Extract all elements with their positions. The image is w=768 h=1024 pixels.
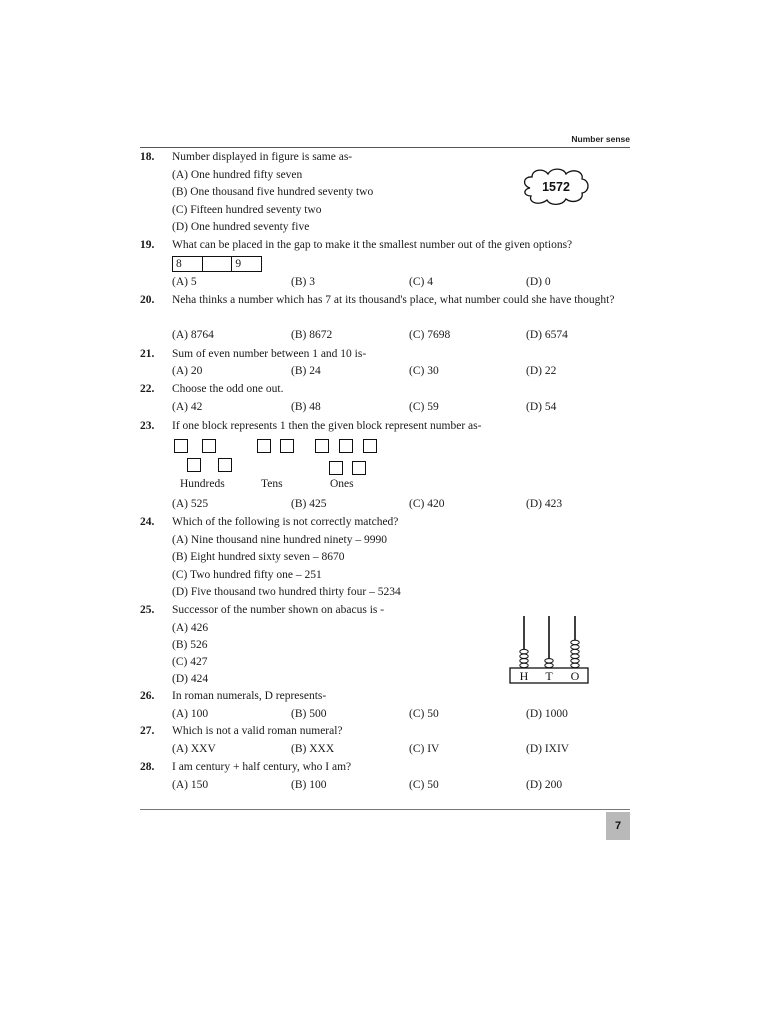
option-b: (B) 526 [172,639,208,651]
option-d: (D) 0 [526,276,551,288]
question-number: 22. [140,383,155,395]
abacus-bead [520,663,528,667]
ones-block [339,439,353,453]
question-text: What can be placed in the gap to make it the smallest number out of the given options? [172,239,573,251]
question-text: Successor of the number shown on abacus is - [172,604,385,616]
question-number: 20. [140,294,155,306]
option-a: (A) 5 [172,276,197,288]
abacus-bead [571,663,579,667]
ones-block [352,461,366,475]
page-number: 7 [606,812,630,840]
digit-box: 9 [235,258,242,270]
abacus-bead [571,649,579,653]
option-c: (C) 427 [172,656,208,668]
question-text: If one block represents 1 then the given block represent number as- [172,420,482,432]
question-text: Which is not a valid roman numeral? [172,725,343,737]
question-number: 23. [140,420,155,432]
option-b: (B) 24 [291,365,321,377]
option-c: (C) 59 [409,401,439,413]
abacus-label-h: H [519,669,529,683]
abacus-bead [545,659,553,663]
option-d: (D) 1000 [526,708,568,720]
hundreds-block [218,458,232,472]
option-d: (D) 6574 [526,329,568,341]
option-c: (C) Fifteen hundred seventy two [172,204,322,216]
ones-block [363,439,377,453]
option-b: (B) 8672 [291,329,333,341]
option-a: (A) 426 [172,622,209,634]
option-d: (D) Five thousand two hundred thirty four – 5234 [172,586,401,598]
option-d: (D) 200 [526,779,563,791]
option-d: (D) 22 [526,365,557,377]
option-d: (D) 424 [172,673,209,685]
abacus-bead [571,645,579,649]
option-b: (B) 48 [291,401,321,413]
question-number: 24. [140,516,155,528]
option-a: (A) 150 [172,779,209,791]
option-d: (D) 54 [526,401,557,413]
question-text: Sum of even number between 1 and 10 is- [172,348,367,360]
abacus-bead [520,649,528,653]
option-a: (A) 20 [172,365,203,377]
tens-block [257,439,271,453]
option-a: (A) One hundred fifty seven [172,169,303,181]
digit-box-gap [203,257,233,271]
question-number: 21. [140,348,155,360]
question-text: I am century + half century, who I am? [172,761,352,773]
option-c: (C) 4 [409,276,433,288]
option-b: (B) 500 [291,708,327,720]
abacus-bead [571,654,579,658]
hundreds-block [174,439,188,453]
option-a: (A) 525 [172,498,209,510]
option-b: (B) 100 [291,779,327,791]
section-title: Number sense [571,134,630,144]
option-d: (D) 423 [526,498,563,510]
option-c: (C) 50 [409,779,439,791]
ones-block [315,439,329,453]
hundreds-label: Hundreds [180,478,225,490]
option-d: (D) One hundred seventy five [172,221,310,233]
question-text: In roman numerals, D represents- [172,690,327,702]
option-a: (A) XXV [172,743,216,755]
option-a: (A) 42 [172,401,203,413]
footer-divider [140,809,630,810]
question-number: 26. [140,690,155,702]
option-c: (C) 420 [409,498,445,510]
abacus-figure [508,614,592,686]
option-c: (C) Two hundred fifty one – 251 [172,569,322,581]
digit-box: 8 [173,257,203,271]
hundreds-block [202,439,216,453]
option-c: (C) IV [409,743,440,755]
option-c: (C) 7698 [409,329,451,341]
cloud-figure [520,166,592,208]
question-text: Number displayed in figure is same as- [172,151,353,163]
option-b: (B) Eight hundred sixty seven – 8670 [172,551,345,563]
option-b: (B) 425 [291,498,327,510]
question-number: 28. [140,761,155,773]
abacus-bead [520,654,528,658]
abacus-label-o: O [570,669,580,683]
tens-block [280,439,294,453]
question-number: 25. [140,604,155,616]
tens-label: Tens [261,478,283,490]
option-a: (A) Nine thousand nine hundred ninety – 9990 [172,534,387,546]
question-text: Which of the following is not correctly matched? [172,516,399,528]
ones-label: Ones [330,478,354,490]
ones-block [329,461,343,475]
hundreds-block [187,458,201,472]
cloud-number: 1572 [542,180,570,194]
question-number: 18. [140,151,155,163]
question-number: 27. [140,725,155,737]
page-header [140,134,630,148]
abacus-bead [571,659,579,663]
option-d: (D) IXIV [526,743,570,755]
option-c: (C) 50 [409,708,439,720]
question-number: 19. [140,239,155,251]
question-text: Choose the odd one out. [172,383,284,395]
option-a: (A) 100 [172,708,209,720]
abacus-label-t: T [545,669,553,683]
digit-boxes [172,256,262,272]
option-b: (B) XXX [291,743,335,755]
option-a: (A) 8764 [172,329,214,341]
option-c: (C) 30 [409,365,439,377]
abacus-bead [571,640,579,644]
option-b: (B) 3 [291,276,315,288]
question-text: Neha thinks a number which has 7 at its thousand's place, what number could she have thought? [172,294,615,306]
abacus-bead [545,663,553,667]
abacus-bead [520,659,528,663]
option-b: (B) One thousand five hundred seventy two [172,186,374,198]
